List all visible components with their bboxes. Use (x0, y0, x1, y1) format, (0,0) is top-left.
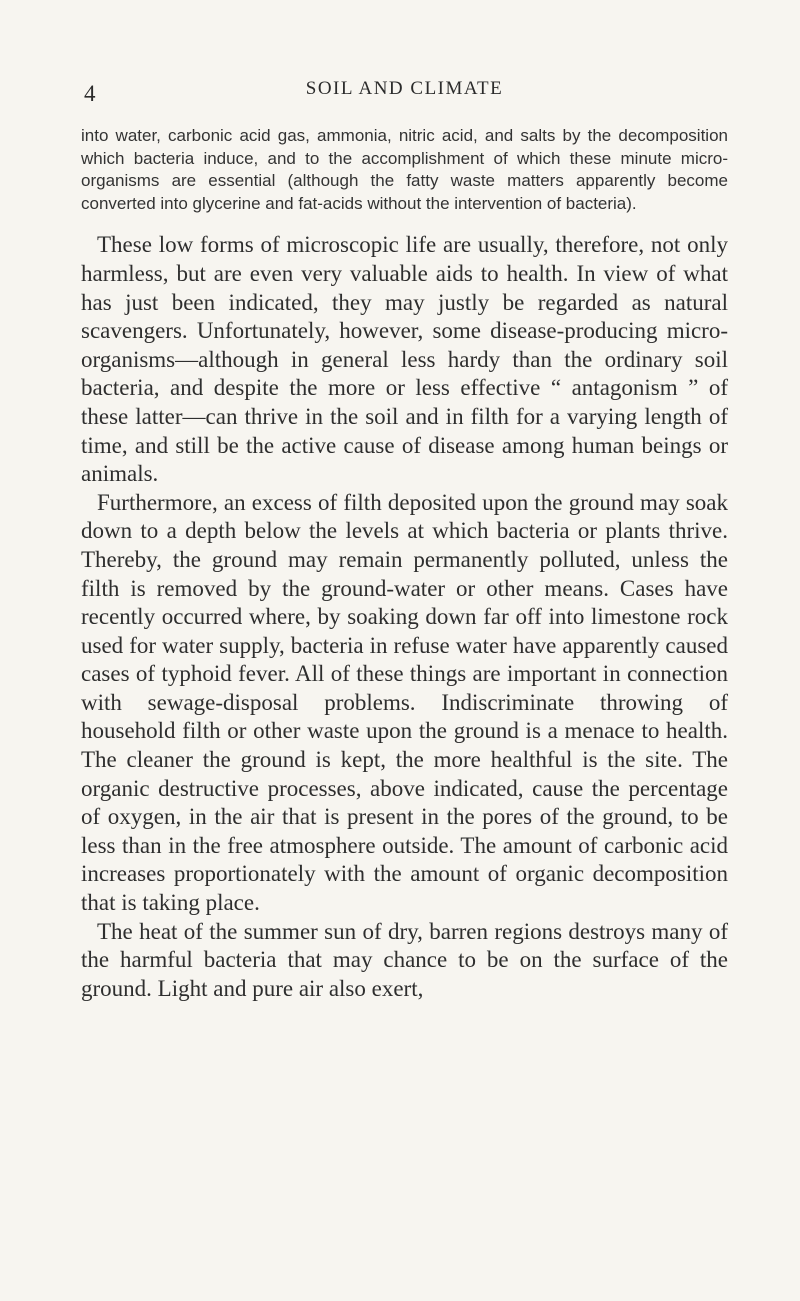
running-head (81, 78, 728, 108)
page-number: 4 (84, 81, 97, 106)
book-page (81, 78, 728, 1003)
paragraph-scavengers: These low forms of microscopic life are usually, therefore, not only harmless, but are even very valuable aids to health. In view of what has just been indicated, they may justly be regarded as natural scavengers. Unfortunately, however, some disease-producing micro-organisms—although in general less hardy than the ordinary soil bacteria, and despite the more or less effective “ antagonism ” of these latter—can thrive in the soil and in filth for a varying length of time, and still be the active cause of disease among human beings or animals. (81, 232, 728, 487)
running-title: SOIL AND CLIMATE (305, 78, 504, 99)
body-text (81, 231, 728, 1003)
paragraph-sun: The heat of the summer sun of dry, barren regions destroys many of the harmful bacteria that may chance to be on the surface of the ground. Light and pure air also exert, (81, 918, 728, 1001)
paragraph-filth: Furthermore, an excess of filth deposited upon the ground may soak down to a depth below the levels at which bacteria or plants thrive. Thereby, the ground may remain permanently polluted, unless the filth is removed by the ground-water or other means. Cases have recently occurred where, by soaking down far off into limestone rock used for water supply, bacteria in refuse water have apparently caused cases of typhoid fever. All of these things are important in connection with sewage-disposal problems. Indiscriminate throwing of household filth or other waste upon the ground is a menace to health. The cleaner the ground is kept, the more healthful is the site. The organic destructive processes, above indicated, cause the percentage of oxygen, in the air that is present in the pores of the ground, to be less than in the free atmosphere outside. The amount of carbonic acid increases proportionately with the amount of organic decomposition that is taking place. (81, 489, 728, 916)
paragraph-continued: into water, carbonic acid gas, ammonia, nitric acid, and salts by the decomposition which bacteria induce, and to the accomplishment of which these minute micro-organisms are essential (although the fatty waste matters apparently become converted into glycerine and fat-acids without the intervention of bacteria). (81, 126, 728, 213)
